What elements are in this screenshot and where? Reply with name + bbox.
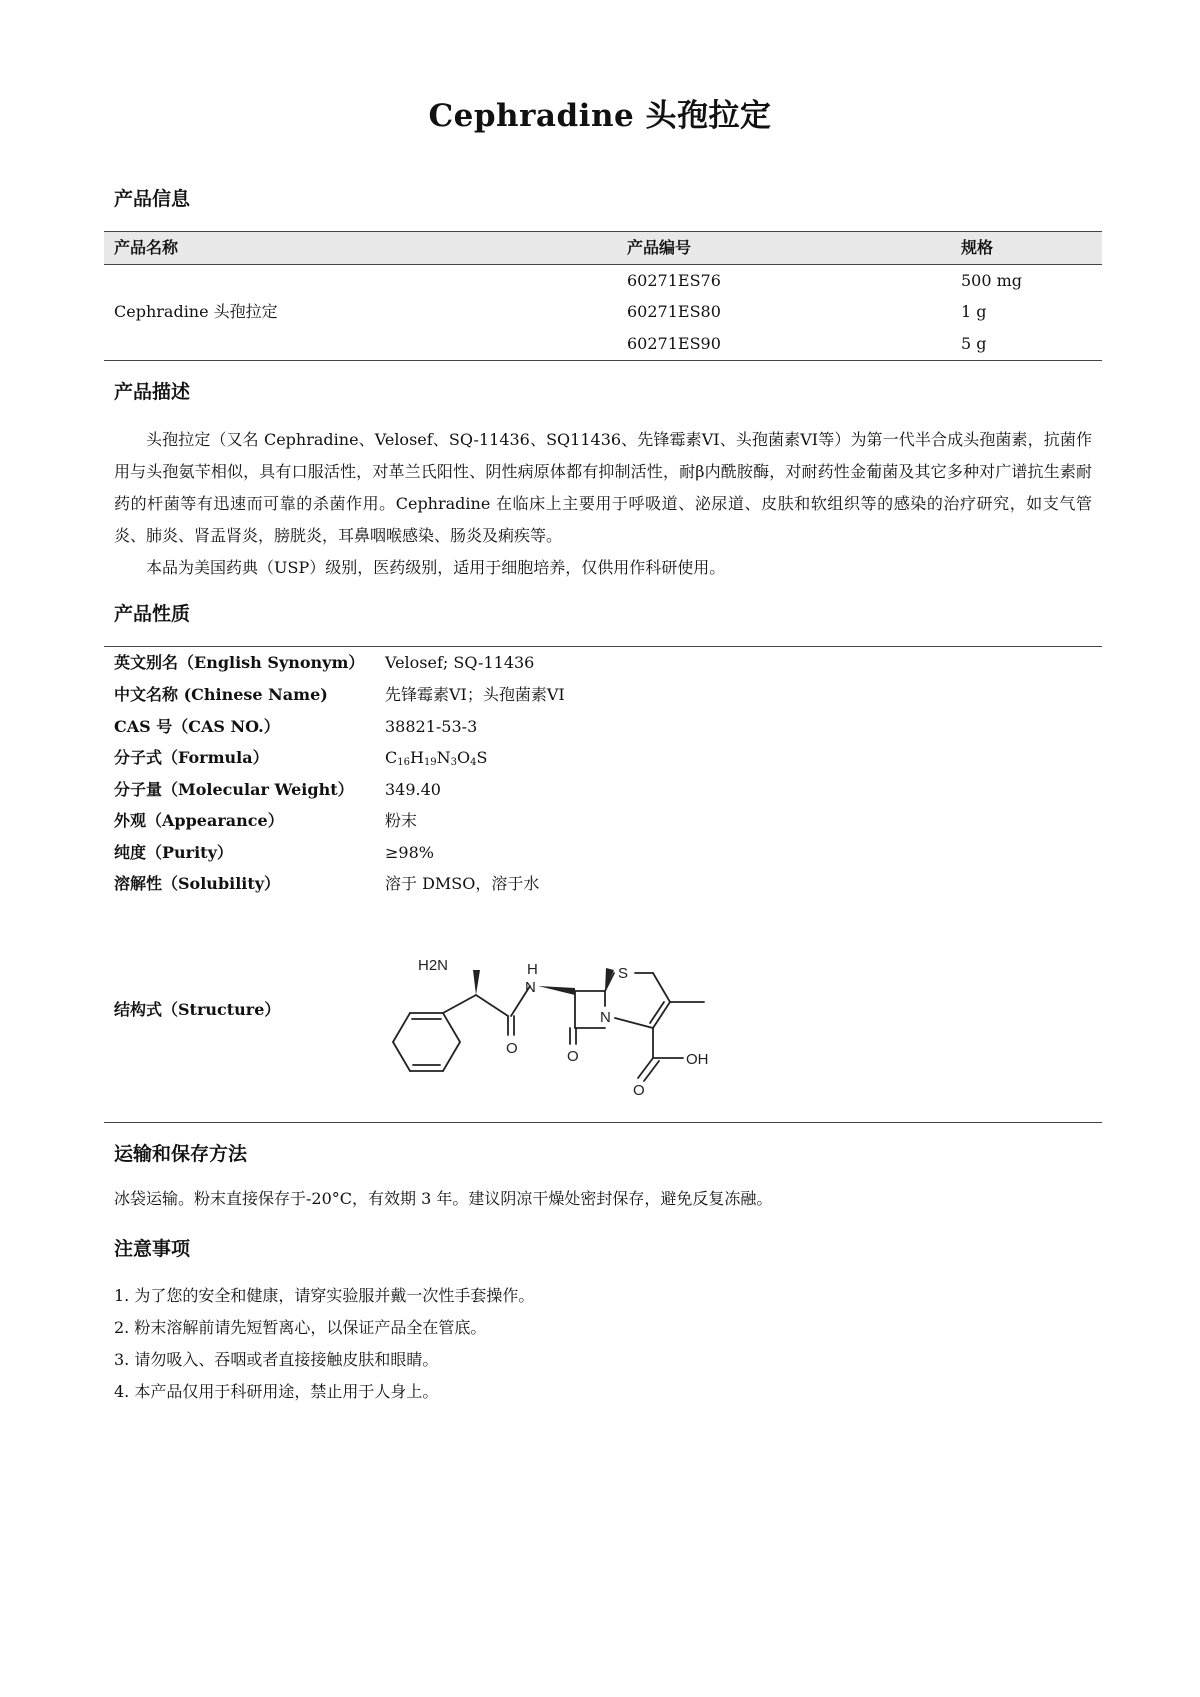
formula-value: $C_{16}H_{19}N_3O_4S$ <box>385 748 488 768</box>
section-heading-notes: 注意事项 <box>114 1238 191 1260</box>
note-item: 4. 本产品仅用于科研用途，禁止用于人身上。 <box>114 1382 439 1401</box>
properties-bottom-rule <box>104 1122 1102 1123</box>
note-item: 1. 为了您的安全和健康，请穿实验服并戴一次性手套操作。 <box>114 1286 535 1305</box>
table-top-rule <box>104 231 1102 232</box>
table-header-spec: 规格 <box>961 238 994 257</box>
product-spec-cell: 1 g <box>961 302 987 321</box>
notes-list <box>114 1280 534 1408</box>
property-label: 中文名称 (Chinese Name) <box>114 685 328 704</box>
section-heading-description: 产品描述 <box>114 381 191 403</box>
property-value: 349.40 <box>385 780 441 799</box>
atom-label-hydroxyl: OH <box>686 1051 709 1068</box>
table-header-name: 产品名称 <box>114 238 179 257</box>
table-header-rule <box>104 264 1102 265</box>
property-label: 分子量（Molecular Weight） <box>114 780 354 799</box>
property-value: Velosef; SQ-11436 <box>385 653 535 672</box>
section-heading-properties: 产品性质 <box>114 603 191 625</box>
property-label: 英文别名（English Synonym） <box>114 653 365 672</box>
atom-label-hydrogen: H <box>527 961 538 978</box>
storage-text: 冰袋运输。粉末直接保存于-20°C，有效期 3 年。建议阴凉干燥处密封保存，避免反复冻融。 <box>114 1189 773 1208</box>
property-value: 先锋霉素VI；头孢菌素VI <box>385 685 565 704</box>
property-value: 38821-53-3 <box>385 717 478 736</box>
atom-label-amine: H2N <box>418 957 449 974</box>
product-table-header-bg <box>104 231 1102 264</box>
product-spec-cell: 5 g <box>961 334 987 353</box>
property-label: CAS 号（CAS NO.） <box>114 717 280 736</box>
atom-label-sulfur: S <box>618 965 629 982</box>
product-code-cell: 60271ES76 <box>627 271 721 290</box>
property-label: 纯度（Purity） <box>114 843 233 862</box>
section-heading-storage: 运输和保存方法 <box>114 1143 248 1165</box>
atom-label-nitrogen: N <box>600 1009 611 1026</box>
property-value: ≥98% <box>385 843 434 862</box>
property-label: 溶解性（Solubility） <box>114 874 281 893</box>
product-code-cell: 60271ES80 <box>627 302 721 321</box>
note-item: 3. 请勿吸入、吞咽或者直接接触皮肤和眼睛。 <box>114 1350 439 1369</box>
atom-label-oxygen: O <box>567 1048 579 1065</box>
property-label: 分子式（Formula） <box>114 748 269 767</box>
property-value: 溶于 DMSO，溶于水 <box>385 874 540 893</box>
note-item: 2. 粉末溶解前请先短暂离心，以保证产品全在管底。 <box>114 1318 487 1337</box>
table-bottom-rule <box>104 360 1102 361</box>
chemical-structure-image <box>380 918 750 1099</box>
property-label: 外观（Appearance） <box>114 811 284 830</box>
atom-label-oxygen: O <box>633 1082 645 1099</box>
description-paragraph-2: 本品为美国药典（USP）级别，医药级别，适用于细胞培养，仅供用作科研使用。 <box>146 558 726 577</box>
property-value: 粉末 <box>385 811 418 830</box>
properties-top-rule <box>104 646 1102 647</box>
document-title: Cephradine 头孢拉定 <box>428 98 772 134</box>
product-name-cell: Cephradine 头孢拉定 <box>114 302 278 321</box>
product-code-cell: 60271ES90 <box>627 334 721 353</box>
atom-label-nitrogen: N <box>525 979 536 996</box>
section-heading-info: 产品信息 <box>114 188 191 210</box>
table-header-code: 产品编号 <box>627 238 692 257</box>
product-spec-cell: 500 mg <box>961 271 1023 290</box>
structure-label: 结构式（Structure） <box>114 1000 281 1019</box>
atom-label-oxygen: O <box>506 1040 518 1057</box>
description-paragraph-1: 头孢拉定（又名 Cephradine、Velosef、SQ-11436、SQ11436、先锋霉素VI、头孢菌素VI等）为第一代半合成头孢菌素，抗菌作用与头孢氨苄相似，具有口服活性，对革兰氏阳性、阴性病原体都有抑制活性，耐β内酰胺酶，对耐药性金葡菌及其它多种对广谱抗生素耐药的杆菌等有迅速而可靠的杀菌作用。Cephradine 在临床上主要用于呼吸道、泌尿道、皮肤和软组织等的感染的治疗研究，如支气管炎、肺炎、肾盂肾炎，膀胱炎，耳鼻咽喉感染、肠炎及痢疾等。 <box>114 430 1092 545</box>
